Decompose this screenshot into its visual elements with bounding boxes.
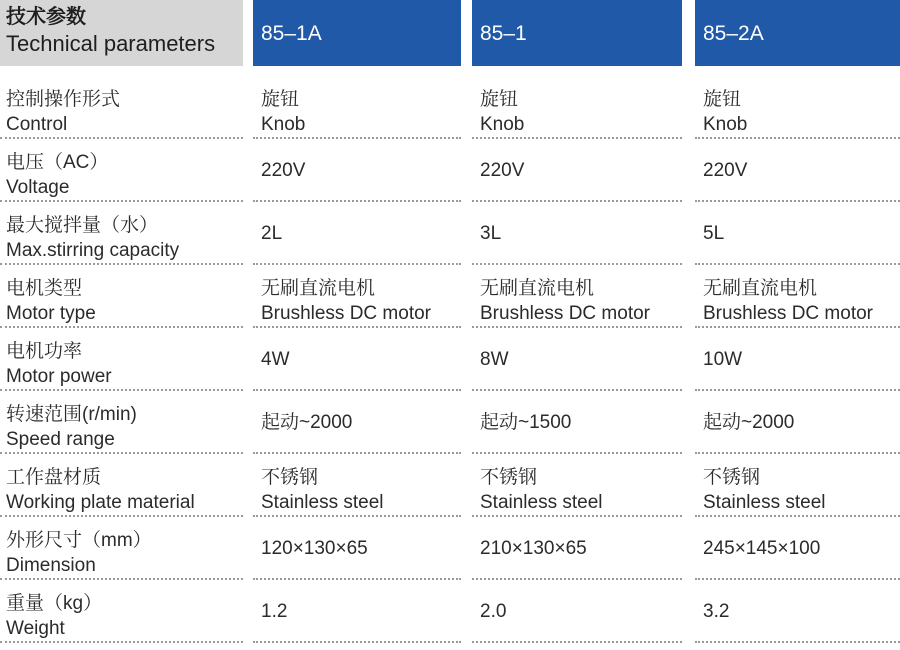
row-label-zh: 电压（AC） xyxy=(6,152,109,173)
row-label-zh: 控制操作形式 xyxy=(6,89,121,110)
value-cell xyxy=(253,454,461,517)
row-label-zh: 外形尺寸（mm） xyxy=(6,530,152,551)
table-row xyxy=(0,76,900,139)
value-cell: 4W xyxy=(261,349,290,370)
row-label-en: Dimension xyxy=(6,555,96,576)
value-cell: 3.2 xyxy=(703,601,730,622)
value-cell: 8W xyxy=(480,349,509,370)
header-label-en: Technical parameters xyxy=(6,31,216,56)
row-label-en: Max.stirring capacity xyxy=(6,240,180,261)
row-label-zh: 重量（kg） xyxy=(6,593,103,614)
row-divider xyxy=(0,641,243,643)
header-model-3: 85–2A xyxy=(695,0,900,66)
value-en: Brushless DC motor xyxy=(480,303,650,324)
value-cell: 起动~1500 xyxy=(480,412,572,433)
value-cell xyxy=(253,76,461,139)
table-row xyxy=(0,391,900,454)
row-label xyxy=(0,391,243,454)
value-cell xyxy=(253,265,461,328)
value-cell: 5L xyxy=(703,223,725,244)
row-label-en: Control xyxy=(6,114,68,135)
value-zh: 不锈钢 xyxy=(703,467,761,488)
row-label xyxy=(0,580,243,643)
row-label-en: Voltage xyxy=(6,177,70,198)
table-row xyxy=(0,202,900,265)
row-label-zh: 转速范围(r/min) xyxy=(6,404,137,425)
row-divider xyxy=(253,641,461,643)
table-row xyxy=(0,139,900,202)
value-en: Brushless DC motor xyxy=(261,303,431,324)
table-row xyxy=(0,265,900,328)
value-zh: 无刷直流电机 xyxy=(261,278,376,299)
table-row xyxy=(0,517,900,580)
value-zh: 无刷直流电机 xyxy=(480,278,595,299)
row-label xyxy=(0,328,243,391)
row-label-en: Working plate material xyxy=(6,492,195,513)
value-zh: 旋钮 xyxy=(480,89,519,110)
value-cell xyxy=(472,76,682,139)
row-label xyxy=(0,202,243,265)
value-en: Knob xyxy=(261,114,306,135)
row-label-en: Weight xyxy=(6,618,65,639)
row-label-zh: 电机类型 xyxy=(6,278,83,299)
value-zh: 无刷直流电机 xyxy=(703,278,818,299)
row-label-zh: 电机功率 xyxy=(6,341,83,362)
value-cell: 起动~2000 xyxy=(261,412,353,433)
value-en: Knob xyxy=(480,114,525,135)
value-cell: 3L xyxy=(480,223,502,244)
value-cell: 120×130×65 xyxy=(261,538,368,559)
row-label-zh: 最大搅拌量（水） xyxy=(6,215,159,236)
row-divider xyxy=(472,641,682,643)
value-cell xyxy=(695,454,900,517)
row-label xyxy=(0,139,243,202)
header-label-cell xyxy=(0,0,243,66)
table-row xyxy=(0,580,900,643)
value-zh: 旋钮 xyxy=(703,89,742,110)
value-cell: 210×130×65 xyxy=(480,538,587,559)
value-cell: 起动~2000 xyxy=(703,412,795,433)
value-en: Stainless steel xyxy=(480,492,603,513)
value-cell: 2.0 xyxy=(480,601,507,622)
row-label xyxy=(0,265,243,328)
table-row xyxy=(0,454,900,517)
value-zh: 旋钮 xyxy=(261,89,300,110)
value-cell xyxy=(695,265,900,328)
table-row xyxy=(0,328,900,391)
value-cell: 220V xyxy=(703,160,748,181)
value-cell: 1.2 xyxy=(261,601,288,622)
row-label xyxy=(0,517,243,580)
row-label-en: Speed range xyxy=(6,429,115,450)
row-label-zh: 工作盘材质 xyxy=(6,467,102,488)
value-cell: 10W xyxy=(703,349,743,370)
header-model-1: 85–1A xyxy=(253,0,461,66)
value-cell xyxy=(472,454,682,517)
value-zh: 不锈钢 xyxy=(480,467,538,488)
row-divider xyxy=(695,641,900,643)
value-zh: 不锈钢 xyxy=(261,467,319,488)
value-cell: 245×145×100 xyxy=(703,538,821,559)
value-cell: 220V xyxy=(480,160,525,181)
header-label-zh: 技术参数 xyxy=(6,6,86,28)
row-label xyxy=(0,76,243,139)
value-cell xyxy=(695,76,900,139)
row-label-en: Motor type xyxy=(6,303,96,324)
value-cell: 2L xyxy=(261,223,283,244)
value-en: Knob xyxy=(703,114,748,135)
value-cell: 220V xyxy=(261,160,306,181)
value-en: Stainless steel xyxy=(261,492,384,513)
value-cell xyxy=(472,265,682,328)
row-label xyxy=(0,454,243,517)
row-label-en: Motor power xyxy=(6,366,112,387)
header-model-2: 85–1 xyxy=(472,0,682,66)
value-en: Brushless DC motor xyxy=(703,303,873,324)
value-en: Stainless steel xyxy=(703,492,826,513)
